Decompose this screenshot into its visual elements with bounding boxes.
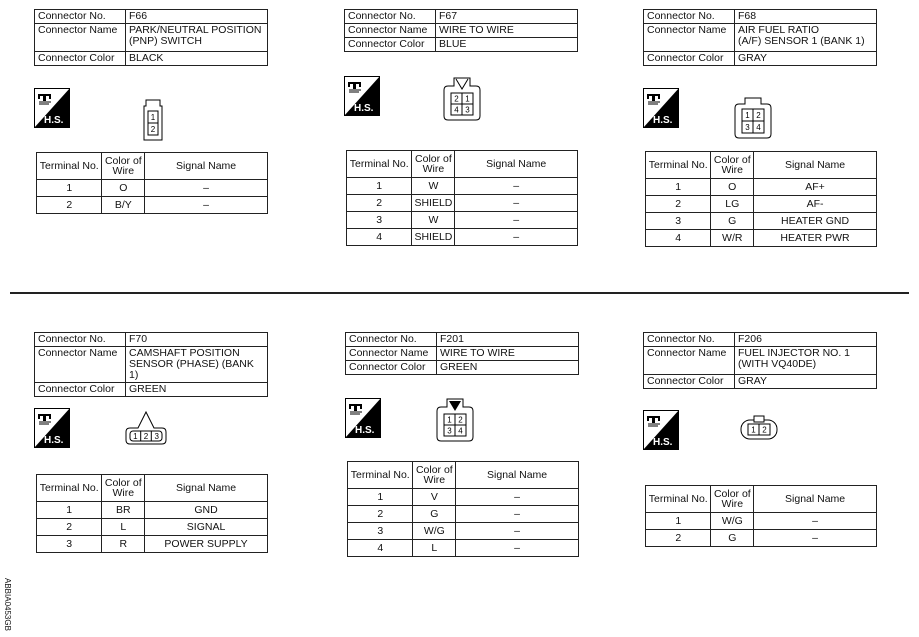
svg-text:1: 1 [447,415,452,425]
connector-color-value: GREEN [126,383,268,397]
connector-info-table [344,9,578,52]
svg-text:2: 2 [458,415,463,425]
connector-panel-f67 [344,9,578,243]
table-row [37,197,268,214]
wire-color-header: Color of Wire [711,486,754,513]
table-row: 3 W/G – [348,523,579,540]
wire-color-header: Color of Wire [102,475,145,502]
signal-name: – [145,180,268,197]
terminal-no-header: Terminal No. [646,486,711,513]
connector-no-label: Connector No. [345,10,436,24]
wire-color-header: Color of Wire [711,152,754,179]
terminal-table [346,150,578,246]
wire-color-header: Color of Wire [102,153,145,180]
svg-text:2: 2 [762,425,767,435]
connector-panel-f206 [643,332,877,544]
pin-label: 2 [150,125,156,134]
terminal-no: 2 [37,197,102,214]
svg-text:4: 4 [454,105,459,115]
svg-text:4: 4 [458,426,463,436]
table-row: 1 W – [347,178,578,195]
connector-face-icon [442,77,482,123]
table-row: 3 R POWER SUPPLY [37,536,268,553]
hs-label: H.S. [354,103,374,114]
connector-no-label: Connector No. [35,10,126,24]
hand-symbol-icon [344,76,380,116]
connector-info-table [643,9,877,66]
hand-symbol-icon [643,410,679,450]
connector-color-value: BLUE [436,38,578,52]
connector-face-icon [739,414,779,442]
terminal-table [347,461,579,557]
hs-label: H.S. [653,437,673,448]
table-row: 1 O AF+ [646,179,877,196]
pin-label: 1 [150,113,156,122]
table-row: 2 L SIGNAL [37,519,268,536]
table-row: 1 W/G – [646,513,877,530]
table-row: 4 W/R HEATER PWR [646,230,877,247]
connector-name-label: Connector Name [644,347,735,375]
signal-name-header: Signal Name [455,151,578,178]
terminal-table [645,485,877,547]
table-row: 2 SHIELD – [347,195,578,212]
connector-name-value: WIRE TO WIRE [436,24,578,38]
hand-symbol-icon [643,88,679,128]
connector-name-label: Connector Name [35,24,126,52]
svg-text:2: 2 [143,432,149,441]
table-row: 2 LG AF- [646,196,877,213]
connector-color-label: Connector Color [346,361,437,375]
connector-panel-f70 [34,332,268,550]
connector-color-label: Connector Color [35,52,126,66]
svg-text:3: 3 [154,432,159,441]
connector-name-value: PARK/NEUTRAL POSITION (PNP) SWITCH [126,24,268,52]
section-divider [10,292,909,294]
hand-symbol-icon [34,88,70,128]
svg-text:1: 1 [133,432,138,441]
wire-color: O [102,180,145,197]
figure-code: ABBIA0453GB [3,578,12,631]
connector-no-label: Connector No. [644,10,735,24]
signal-name-header: Signal Name [456,462,579,489]
connector-name-label: Connector Name [346,347,437,361]
connector-no-value: F68 [735,10,877,24]
connector-color-value: BLACK [126,52,268,66]
terminal-table [36,474,268,553]
wire-color: B/Y [102,197,145,214]
svg-text:3: 3 [745,123,750,132]
hs-label: H.S. [44,435,64,446]
connector-no-label: Connector No. [346,333,437,347]
signal-name-header: Signal Name [145,475,268,502]
terminal-no-header: Terminal No. [646,152,711,179]
connector-panel-f201 [345,332,579,554]
table-row: 2 G – [646,530,877,547]
table-row: 1 V – [348,489,579,506]
connector-color-value: GREEN [437,361,579,375]
terminal-no: 1 [37,180,102,197]
signal-name-header: Signal Name [754,486,877,513]
connector-color-value: GRAY [735,52,877,66]
connector-info-table [34,332,268,397]
terminal-table [36,152,268,214]
svg-text:4: 4 [756,123,761,132]
connector-panel-f66 [34,9,268,211]
connector-name-label: Connector Name [35,347,126,383]
connector-name-value: AIR FUEL RATIO (A/F) SENSOR 1 (BANK 1) [735,24,877,52]
wire-color-header: Color of Wire [413,462,456,489]
terminal-no-header: Terminal No. [348,462,413,489]
table-row: 1 BR GND [37,502,268,519]
svg-text:1: 1 [465,94,470,104]
connector-face-icon [122,410,170,448]
wire-color-header: Color of Wire [412,151,455,178]
signal-name-header: Signal Name [145,153,268,180]
connector-face-icon [142,99,164,141]
connector-no-value: F67 [436,10,578,24]
hs-label: H.S. [44,115,64,126]
terminal-no-header: Terminal No. [37,153,102,180]
hs-label: H.S. [355,425,375,436]
svg-text:2: 2 [454,94,459,104]
table-row: 4 SHIELD – [347,229,578,246]
connector-color-label: Connector Color [644,375,735,389]
connector-face-icon [435,398,475,444]
table-row: 3 G HEATER GND [646,213,877,230]
connector-info-table [34,9,268,66]
connector-color-label: Connector Color [644,52,735,66]
svg-text:2: 2 [756,111,761,120]
connector-no-value: F70 [126,333,268,347]
svg-text:1: 1 [745,111,750,120]
connector-name-value: FUEL INJECTOR NO. 1 (WITH VQ40DE) [735,347,877,375]
terminal-no-header: Terminal No. [37,475,102,502]
connector-info-table [345,332,579,375]
connector-color-label: Connector Color [345,38,436,52]
terminal-table [645,151,877,247]
svg-text:3: 3 [465,105,470,115]
svg-text:1: 1 [751,425,756,435]
connector-color-value: GRAY [735,375,877,389]
connector-no-label: Connector No. [35,333,126,347]
connector-face-icon [733,97,773,139]
table-row: 2 G – [348,506,579,523]
connector-name-label: Connector Name [644,24,735,52]
connector-name-value: CAMSHAFT POSITION SENSOR (PHASE) (BANK 1) [126,347,268,383]
table-row: 4 L – [348,540,579,557]
connector-color-label: Connector Color [35,383,126,397]
terminal-no-header: Terminal No. [347,151,412,178]
svg-text:3: 3 [447,426,452,436]
connector-no-value: F66 [126,10,268,24]
table-row: 3 W – [347,212,578,229]
connector-no-label: Connector No. [644,333,735,347]
connector-no-value: F201 [437,333,579,347]
connector-name-value: WIRE TO WIRE [437,347,579,361]
connector-no-value: F206 [735,333,877,347]
table-row [37,180,268,197]
signal-name-header: Signal Name [754,152,877,179]
connector-panel-f68 [643,9,877,244]
hand-symbol-icon [34,408,70,448]
connector-info-table [643,332,877,389]
hs-label: H.S. [653,115,673,126]
signal-name: – [145,197,268,214]
connector-name-label: Connector Name [345,24,436,38]
hand-symbol-icon [345,398,381,438]
